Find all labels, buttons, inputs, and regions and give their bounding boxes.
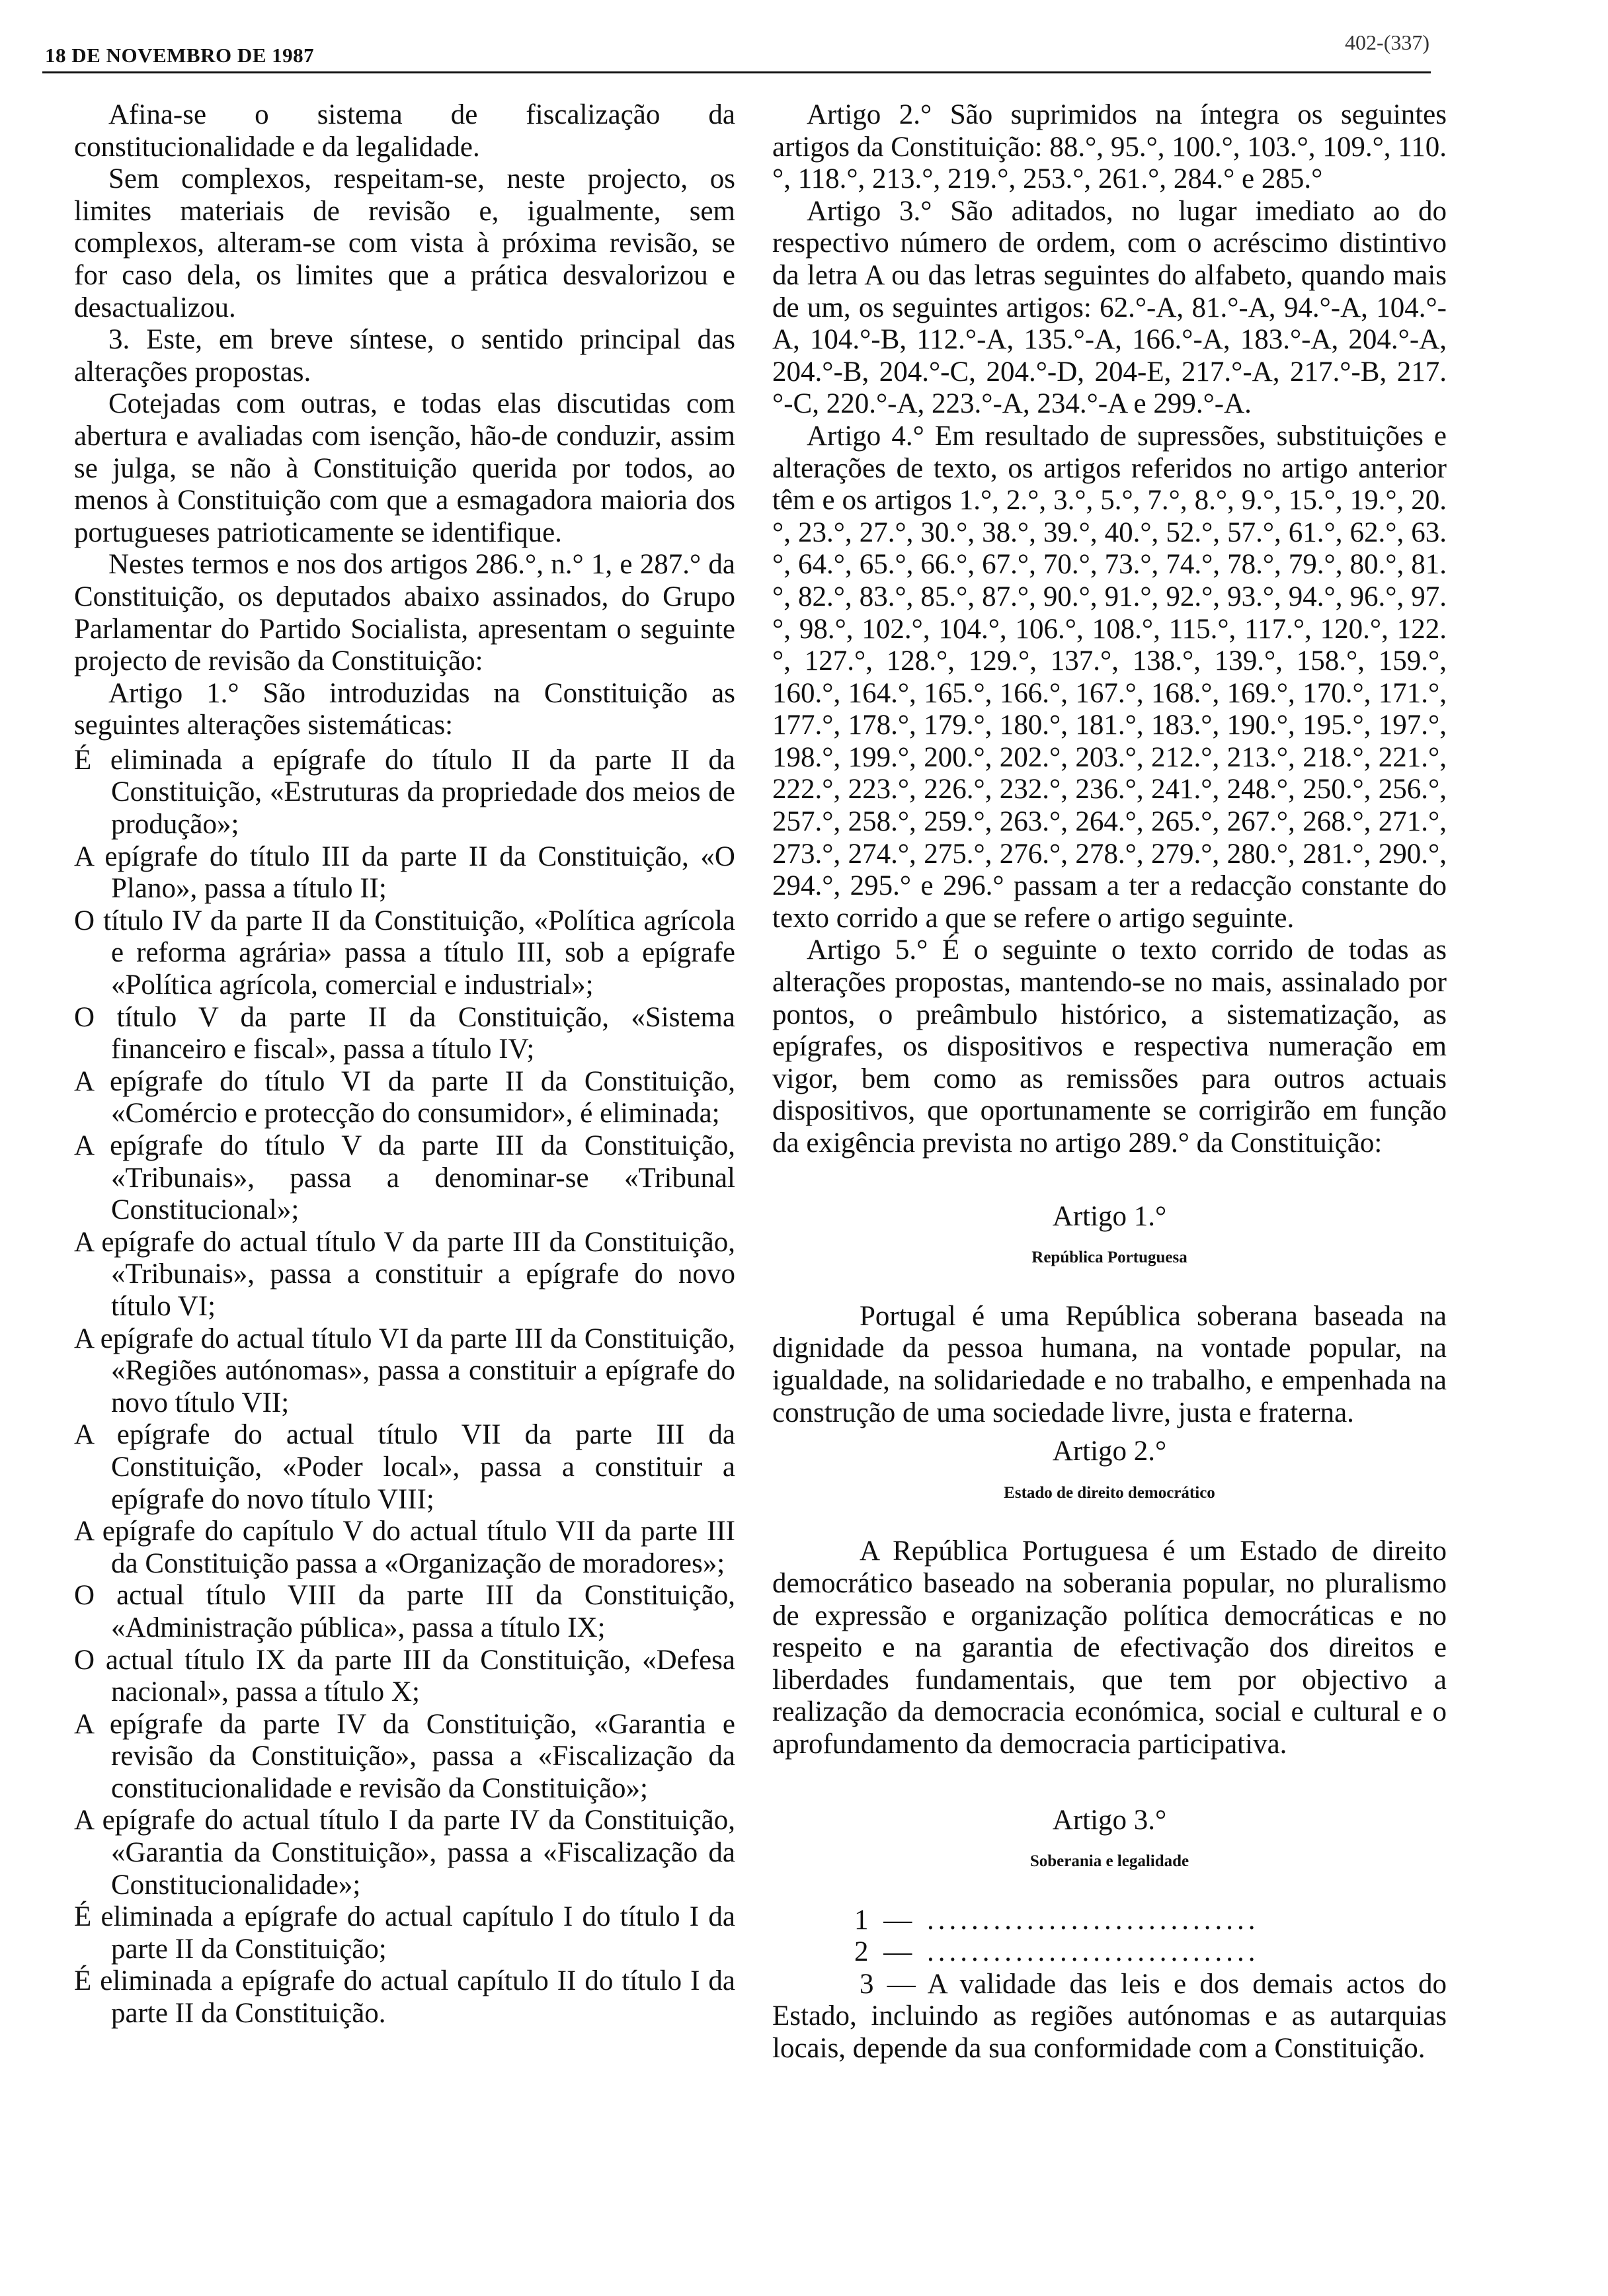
artigo-4-paragraph: Artigo 4.° Em resultado de supressões, substituições e alterações de texto, os artigos referidos no artigo anterior têm e os artigos 1.°, 2.°, 3.°, 5.°, 7.°, 8.°, 9.°, 15.°, 19.°, 20.°, 23.°, 27.°, 30.°, 38.°, 39.°, 40.°, 52.°, 57.°, 61.°, 62.°, 63.°, 64.°, 65.°, 66.°, 67.°, 70.°, 73.°, 74.°, 78.°, 79.°, 80.°, 81.°, 82.°, 83.°, 85.°, 87.°, 90.°, 91.°, 92.°, 93.°, 94.°, 96.°, 97.°, 98.°, 102.°, 104.°, 106.°, 108.°, 115.°, 117.°, 120.°, 122.°, 127.°, 128.°, 129.°, 137.°, 138.°, 139.°, 158.°, 159.°, 160.°, 164.°, 165.°, 166.°, 167.°, 168.°, 169.°, 170.°, 171.°, 177.°, 178.°, 179.°, 180.°, 181.°, 183.°, 190.°, 195.°, 197.°, 198.°, 199.°, 200.°, 202.°, 203.°, 212.°, 213.°, 218.°, 221.°, 222.°, 223.°, 226.°, 232.°, 236.°, 241.°, 248.°, 250.°, 256.°, 257.°, 258.°, 259.°, 263.°, 264.°, 265.°, 267.°, 268.°, 271.°, 273.°, 274.°, 275.°, 276.°, 278.°, 279.°, 280.°, 281.°, 290.°, 294.°, 295.° e 296.° passam a ter a redacção constante do texto corrido a que se refere o artigo seguinte.	[772, 420, 1447, 934]
constitution-article-1-text: Portugal é uma República soberana baseada na dignidade da pessoa humana, na vontade popular, na igualdade, na solidariedade e no trabalho, e empenhada na construção de uma sociedade livre, justa e fraterna.	[772, 1300, 1447, 1428]
list-item: O título V da parte II da Constituição, «Sistema financeiro e fiscal», passa a título IV;	[74, 1001, 735, 1065]
list-item: A epígrafe do título VI da parte II da Constituição, «Comércio e protecção do consumidor», é eliminada;	[74, 1065, 735, 1129]
constitution-article-3-number-2: 2 — ..............................	[854, 1936, 1260, 1968]
header-date: 18 DE NOVEMBRO DE 1987	[45, 44, 315, 67]
constitution-article-2-heading: Estado de direito democrático	[1004, 1483, 1215, 1502]
left-artigo-1: Artigo 1.° São introduzidas na Constituição as seguintes alterações sistemáticas:	[74, 677, 735, 741]
constitution-article-2-title: Artigo 2.°	[1052, 1436, 1167, 1467]
constitution-article-1-heading: República Portuguesa	[1031, 1249, 1187, 1267]
constitution-article-3-number-3: 3 — A validade das leis e dos demais actos do Estado, incluindo as regiões autónomas e as autarquias locais, depende da sua conformidade com a Constituição.	[772, 1968, 1447, 2065]
list-item: A epígrafe da parte IV da Constituição, «Garantia e revisão da Constituição», passa a «Fiscalização da constitucionalidade e revisão da Constituição»;	[74, 1708, 735, 1804]
left-paragraph-4: Cotejadas com outras, e todas elas discutidas com abertura e avaliadas com isenção, hão-de conduzir, assim se julga, se não à Constituição querida por todos, ao menos à Constituição com que a esmagadora maioria dos portugueses patrioticamente se identifique.	[74, 388, 735, 548]
left-column	[74, 99, 735, 2030]
left-paragraph-5: Nestes termos e nos dos artigos 286.°, n.° 1, e 287.° da Constituição, os deputados abaixo assinados, do Grupo Parlamentar do Partido Socialista, apresentam o seguinte projecto de revisão da Constituição:	[74, 549, 735, 677]
right-column	[772, 99, 1447, 2065]
list-item: O actual título VIII da parte III da Constituição, «Administração pública», passa a título IX;	[74, 1580, 735, 1643]
list-item: A epígrafe do actual título I da parte IV da Constituição, «Garantia da Constituição», passa a «Fiscalização da Constitucionalidade»;	[74, 1805, 735, 1901]
artigo-5-paragraph: Artigo 5.° É o seguinte o texto corrido de todas as alterações propostas, mantendo-se no mais, assinalado por pontos, o preâmbulo histórico, a sistematização, as epígrafes, os dispositivos e respectiva numeração em vigor, bem como as remissões para outros actuais dispositivos, que oportunamente se corrigirão em função da exigência prevista no artigo 289.° da Constituição:	[772, 934, 1447, 1159]
artigo-2-paragraph: Artigo 2.° São suprimidos na íntegra os seguintes artigos da Constituição: 88.°, 95.°, 100.°, 103.°, 109.°, 110.°, 118.°, 213.°, 219.°, 253.°, 261.°, 284.° e 285.°	[772, 99, 1447, 195]
constitution-article-1-title: Artigo 1.°	[1052, 1200, 1167, 1232]
header-page-ref: 402-(337)	[1345, 30, 1429, 54]
left-paragraph-1: Afina-se o sistema de fiscalização da constitucionalidade e da legalidade.	[74, 99, 735, 163]
alteracoes-list	[74, 745, 735, 2030]
constitution-article-3-heading: Soberania e legalidade	[1029, 1852, 1189, 1871]
list-item: É eliminada a epígrafe do título II da parte II da Constituição, «Estruturas da propriedade dos meios de produção»;	[74, 744, 735, 840]
list-item: A epígrafe do título V da parte III da Constituição, «Tribunais», passa a denominar-se «Tribunal Constitucional»;	[74, 1130, 735, 1226]
artigo-3-paragraph: Artigo 3.° São aditados, no lugar imediato ao do respectivo número de ordem, com o acréscimo distintivo da letra A ou das letras seguintes do alfabeto, quando mais de um, os seguintes artigos: 62.°-A, 81.°-A, 94.°-A, 104.°-A, 104.°-B, 112.°-A, 135.°-A, 166.°-A, 183.°-A, 204.°-A, 204.°-B, 204.°-C, 204.°-D, 204-E, 217.°-A, 217.°-B, 217.°-C, 220.°-A, 223.°-A, 234.°-A e 299.°-A.	[772, 195, 1447, 420]
list-item: A epígrafe do actual título VII da parte III da Constituição, «Poder local», passa a constituir a epígrafe do novo título VIII;	[74, 1419, 735, 1515]
constitution-article-3-title: Artigo 3.°	[1052, 1804, 1167, 1836]
list-item: A epígrafe do título III da parte II da Constituição, «O Plano», passa a título II;	[74, 840, 735, 905]
constitution-article-3-number-1: 1 — ..............................	[854, 1904, 1260, 1936]
list-item: O actual título IX da parte III da Constituição, «Defesa nacional», passa a título X;	[74, 1644, 735, 1708]
list-item: É eliminada a epígrafe do actual capítulo II do título I da parte II da Constituição.	[74, 1965, 735, 2030]
list-item: A epígrafe do actual título VI da parte III da Constituição, «Regiões autónomas», passa a constituir a epígrafe do novo título VII;	[74, 1323, 735, 1418]
left-paragraph-3: 3. Este, em breve síntese, o sentido principal das alterações propostas.	[74, 324, 735, 388]
constitution-article-2-text: A República Portuguesa é um Estado de direito democrático baseado na soberania popular, no pluralismo de expressão e organização política democráticas e no respeito e na garantia de efectivação dos direitos e liberdades fundamentais, que tem por objectivo a realização da democracia económica, social e cultural e o aprofundamento da democracia participativa.	[772, 1536, 1447, 1760]
list-item: A epígrafe do capítulo V do actual título VII da parte III da Constituição passa a «Organização de moradores»;	[74, 1516, 735, 1579]
list-item: É eliminada a epígrafe do actual capítulo I do título I da parte II da Constituição;	[74, 1901, 735, 1965]
list-item: O título IV da parte II da Constituição, «Política agrícola e reforma agrária» passa a título III, sob a epígrafe «Política agrícola, comercial e industrial»;	[74, 905, 735, 1001]
list-item: A epígrafe do actual título V da parte III da Constituição, «Tribunais», passa a constituir a epígrafe do novo título VI;	[74, 1226, 735, 1322]
left-paragraph-2: Sem complexos, respeitam-se, neste projecto, os limites materiais de revisão e, igualmente, sem complexos, alteram-se com vista à próxima revisão, se for caso dela, os limites que a prática desvalorizou e desactualizou.	[74, 163, 735, 323]
header-rule	[42, 71, 1431, 73]
